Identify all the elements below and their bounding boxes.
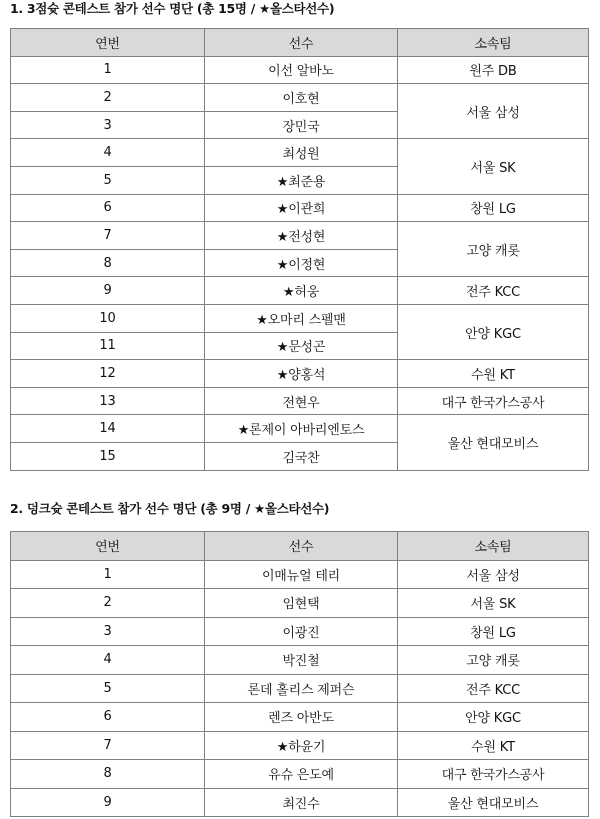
table-row bbox=[11, 674, 589, 703]
row-player: 전현우 bbox=[205, 387, 398, 415]
table-row bbox=[11, 617, 589, 646]
row-number: 9 bbox=[11, 277, 205, 305]
row-number: 6 bbox=[11, 194, 205, 222]
table-row bbox=[11, 84, 589, 112]
row-team: 수원 KT bbox=[398, 360, 589, 388]
row-number: 12 bbox=[11, 360, 205, 388]
row-number: 3 bbox=[11, 111, 205, 139]
dunk-contest-title: 2. 덩크슛 콘테스트 참가 선수 명단 (총 9명 / ★올스타선수) bbox=[10, 501, 330, 516]
table-row bbox=[11, 415, 589, 443]
table-row bbox=[11, 387, 589, 415]
table-row bbox=[11, 560, 589, 589]
row-player: 렌즈 아반도 bbox=[205, 703, 398, 732]
row-player: ★오마리 스펠맨 bbox=[205, 304, 398, 332]
row-number: 7 bbox=[11, 222, 205, 250]
row-player: 이매뉴얼 테리 bbox=[205, 560, 398, 589]
three-point-contest-title: 1. 3점슛 콘테스트 참가 선수 명단 (총 15명 / ★올스타선수) bbox=[10, 1, 335, 16]
row-player: ★허웅 bbox=[205, 277, 398, 305]
row-number: 2 bbox=[11, 84, 205, 112]
row-player: 이광진 bbox=[205, 617, 398, 646]
row-number: 9 bbox=[11, 788, 205, 817]
row-player: ★이관희 bbox=[205, 194, 398, 222]
row-number: 4 bbox=[11, 139, 205, 167]
row-team: 서울 삼성 bbox=[398, 560, 589, 589]
row-team: 울산 현대모비스 bbox=[398, 788, 589, 817]
dunk-contest-roster-table bbox=[10, 531, 589, 817]
row-player: 최성원 bbox=[205, 139, 398, 167]
row-number: 6 bbox=[11, 703, 205, 732]
row-player: ★론제이 아바리엔토스 bbox=[205, 415, 398, 443]
row-player: ★양홍석 bbox=[205, 360, 398, 388]
row-team: 서울 SK bbox=[398, 139, 589, 194]
row-player: 김국찬 bbox=[205, 442, 398, 470]
row-team: 울산 현대모비스 bbox=[398, 415, 589, 470]
row-team: 서울 삼성 bbox=[398, 84, 589, 139]
row-number: 7 bbox=[11, 731, 205, 760]
row-number: 11 bbox=[11, 332, 205, 360]
row-player: 론데 홀리스 제퍼슨 bbox=[205, 674, 398, 703]
row-player: ★하윤기 bbox=[205, 731, 398, 760]
table-row bbox=[11, 760, 589, 789]
table-row bbox=[11, 589, 589, 618]
row-player: 이호현 bbox=[205, 84, 398, 112]
row-player: ★최준용 bbox=[205, 166, 398, 194]
row-player: ★이정현 bbox=[205, 249, 398, 277]
table-row bbox=[11, 56, 589, 84]
table-row bbox=[11, 360, 589, 388]
row-number: 2 bbox=[11, 589, 205, 618]
header-number: 연번 bbox=[11, 29, 205, 57]
row-team: 안양 KGC bbox=[398, 304, 589, 359]
row-player: ★전성현 bbox=[205, 222, 398, 250]
row-team: 원주 DB bbox=[398, 56, 589, 84]
table-row bbox=[11, 304, 589, 332]
row-number: 15 bbox=[11, 442, 205, 470]
row-number: 4 bbox=[11, 646, 205, 675]
row-number: 8 bbox=[11, 760, 205, 789]
row-team: 전주 KCC bbox=[398, 277, 589, 305]
row-number: 10 bbox=[11, 304, 205, 332]
row-team: 서울 SK bbox=[398, 589, 589, 618]
row-team: 수원 KT bbox=[398, 731, 589, 760]
header-team: 소속팀 bbox=[398, 29, 589, 57]
row-team: 대구 한국가스공사 bbox=[398, 387, 589, 415]
row-player: 최진수 bbox=[205, 788, 398, 817]
row-number: 3 bbox=[11, 617, 205, 646]
header-team: 소속팀 bbox=[398, 532, 589, 561]
table-row bbox=[11, 703, 589, 732]
table-row bbox=[11, 788, 589, 817]
table-row bbox=[11, 646, 589, 675]
row-number: 1 bbox=[11, 560, 205, 589]
table-header-row bbox=[11, 29, 589, 57]
row-team: 전주 KCC bbox=[398, 674, 589, 703]
row-number: 5 bbox=[11, 674, 205, 703]
row-player: ★문성곤 bbox=[205, 332, 398, 360]
row-team: 고양 캐롯 bbox=[398, 222, 589, 277]
row-number: 5 bbox=[11, 166, 205, 194]
row-player: 박진철 bbox=[205, 646, 398, 675]
row-number: 8 bbox=[11, 249, 205, 277]
row-number: 14 bbox=[11, 415, 205, 443]
row-player: 유슈 은도예 bbox=[205, 760, 398, 789]
row-team: 창원 LG bbox=[398, 194, 589, 222]
three-point-contest-roster-table bbox=[10, 28, 589, 471]
table-row bbox=[11, 194, 589, 222]
table-row bbox=[11, 222, 589, 250]
table-header-row bbox=[11, 532, 589, 561]
row-number: 1 bbox=[11, 56, 205, 84]
header-player: 선수 bbox=[205, 29, 398, 57]
row-team: 안양 KGC bbox=[398, 703, 589, 732]
row-player: 장민국 bbox=[205, 111, 398, 139]
row-number: 13 bbox=[11, 387, 205, 415]
table-row bbox=[11, 277, 589, 305]
row-player: 임현택 bbox=[205, 589, 398, 618]
table-row bbox=[11, 731, 589, 760]
row-team: 고양 캐롯 bbox=[398, 646, 589, 675]
header-number: 연번 bbox=[11, 532, 205, 561]
row-team: 대구 한국가스공사 bbox=[398, 760, 589, 789]
header-player: 선수 bbox=[205, 532, 398, 561]
row-team: 창원 LG bbox=[398, 617, 589, 646]
row-player: 이선 알바노 bbox=[205, 56, 398, 84]
table-row bbox=[11, 139, 589, 167]
